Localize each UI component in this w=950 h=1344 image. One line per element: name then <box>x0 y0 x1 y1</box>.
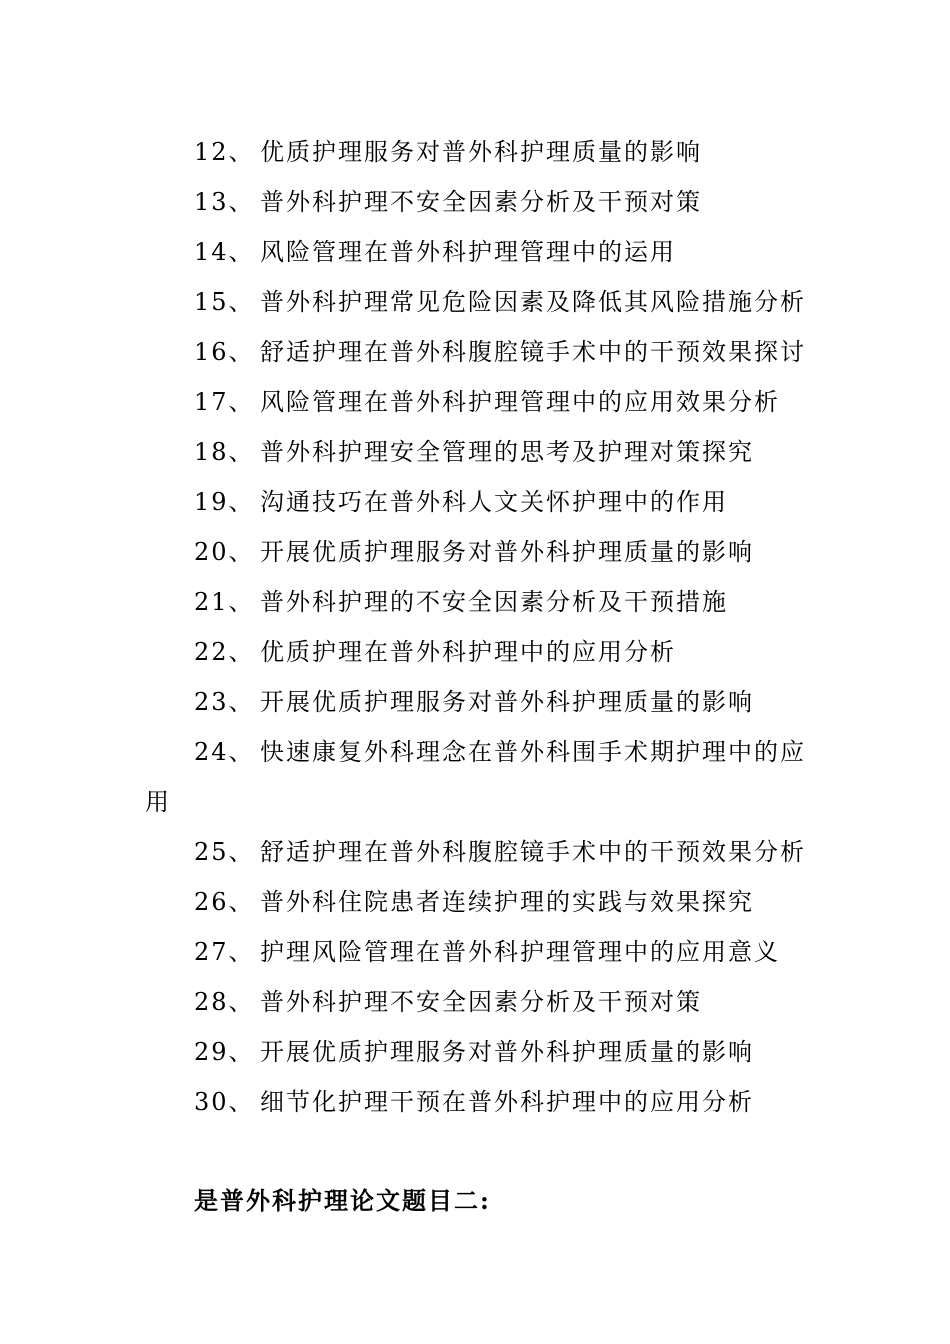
item-number: 20、 <box>194 538 255 566</box>
list-item <box>0 327 950 377</box>
item-number: 18、 <box>194 438 255 466</box>
item-number: 29、 <box>194 1038 255 1066</box>
item-number: 21、 <box>194 588 255 616</box>
item-number: 19、 <box>194 488 255 516</box>
item-title: 普外科护理不安全因素分析及干预对策 <box>260 988 702 1016</box>
item-title: 护理风险管理在普外科护理管理中的应用意义 <box>260 938 780 966</box>
item-title: 风险管理在普外科护理管理中的运用 <box>260 238 676 266</box>
item-title: 开展优质护理服务对普外科护理质量的影响 <box>260 1038 754 1066</box>
item-number: 15、 <box>194 288 255 316</box>
list-item <box>0 627 950 677</box>
item-number: 17、 <box>194 388 255 416</box>
item-title: 舒适护理在普外科腹腔镜手术中的干预效果探讨 <box>260 338 806 366</box>
list-item <box>0 1027 950 1077</box>
item-title: 普外科护理不安全因素分析及干预对策 <box>260 188 702 216</box>
section-heading: 是普外科护理论文题目二: <box>194 1186 491 1215</box>
item-title: 优质护理在普外科护理中的应用分析 <box>260 638 676 666</box>
list-item <box>0 577 950 627</box>
list-item <box>0 227 950 277</box>
item-title: 优质护理服务对普外科护理质量的影响 <box>260 138 702 166</box>
item-title: 风险管理在普外科护理管理中的应用效果分析 <box>260 388 780 416</box>
list-item <box>0 677 950 727</box>
item-title: 细节化护理干预在普外科护理中的应用分析 <box>260 1088 754 1116</box>
item-number: 14、 <box>194 238 255 266</box>
item-title: 普外科护理的不安全因素分析及干预措施 <box>260 588 728 616</box>
item-title: 普外科护理安全管理的思考及护理对策探究 <box>260 438 754 466</box>
list-item <box>0 527 950 577</box>
list-item <box>0 727 950 827</box>
item-number: 13、 <box>194 188 255 216</box>
item-title: 开展优质护理服务对普外科护理质量的影响 <box>260 538 754 566</box>
list-item <box>0 1077 950 1127</box>
item-number: 26、 <box>194 888 255 916</box>
item-title: 开展优质护理服务对普外科护理质量的影响 <box>260 688 754 716</box>
item-number: 27、 <box>194 938 255 966</box>
topic-list <box>0 127 950 1127</box>
item-number: 25、 <box>194 838 255 866</box>
list-item <box>0 127 950 177</box>
item-number: 24、 <box>194 738 255 766</box>
list-item <box>0 277 950 327</box>
item-title: 普外科护理常见危险因素及降低其风险措施分析 <box>260 288 806 316</box>
item-title: 快速康复外科理念在普外科围手术期护理中的应 <box>260 738 806 766</box>
list-item <box>0 977 950 1027</box>
item-title: 沟通技巧在普外科人文关怀护理中的作用 <box>260 488 728 516</box>
item-number: 16、 <box>194 338 255 366</box>
list-item <box>0 427 950 477</box>
item-number: 22、 <box>194 638 255 666</box>
list-item <box>0 177 950 227</box>
list-item <box>0 827 950 877</box>
item-number: 28、 <box>194 988 255 1016</box>
item-title: 舒适护理在普外科腹腔镜手术中的干预效果分析 <box>260 838 806 866</box>
item-number: 23、 <box>194 688 255 716</box>
item-number: 12、 <box>194 138 255 166</box>
item-title: 普外科住院患者连续护理的实践与效果探究 <box>260 888 754 916</box>
item-number: 30、 <box>194 1088 255 1116</box>
list-item <box>0 877 950 927</box>
list-item <box>0 377 950 427</box>
list-item <box>0 477 950 527</box>
item-title-continued: 用 <box>145 788 171 816</box>
list-item <box>0 927 950 977</box>
